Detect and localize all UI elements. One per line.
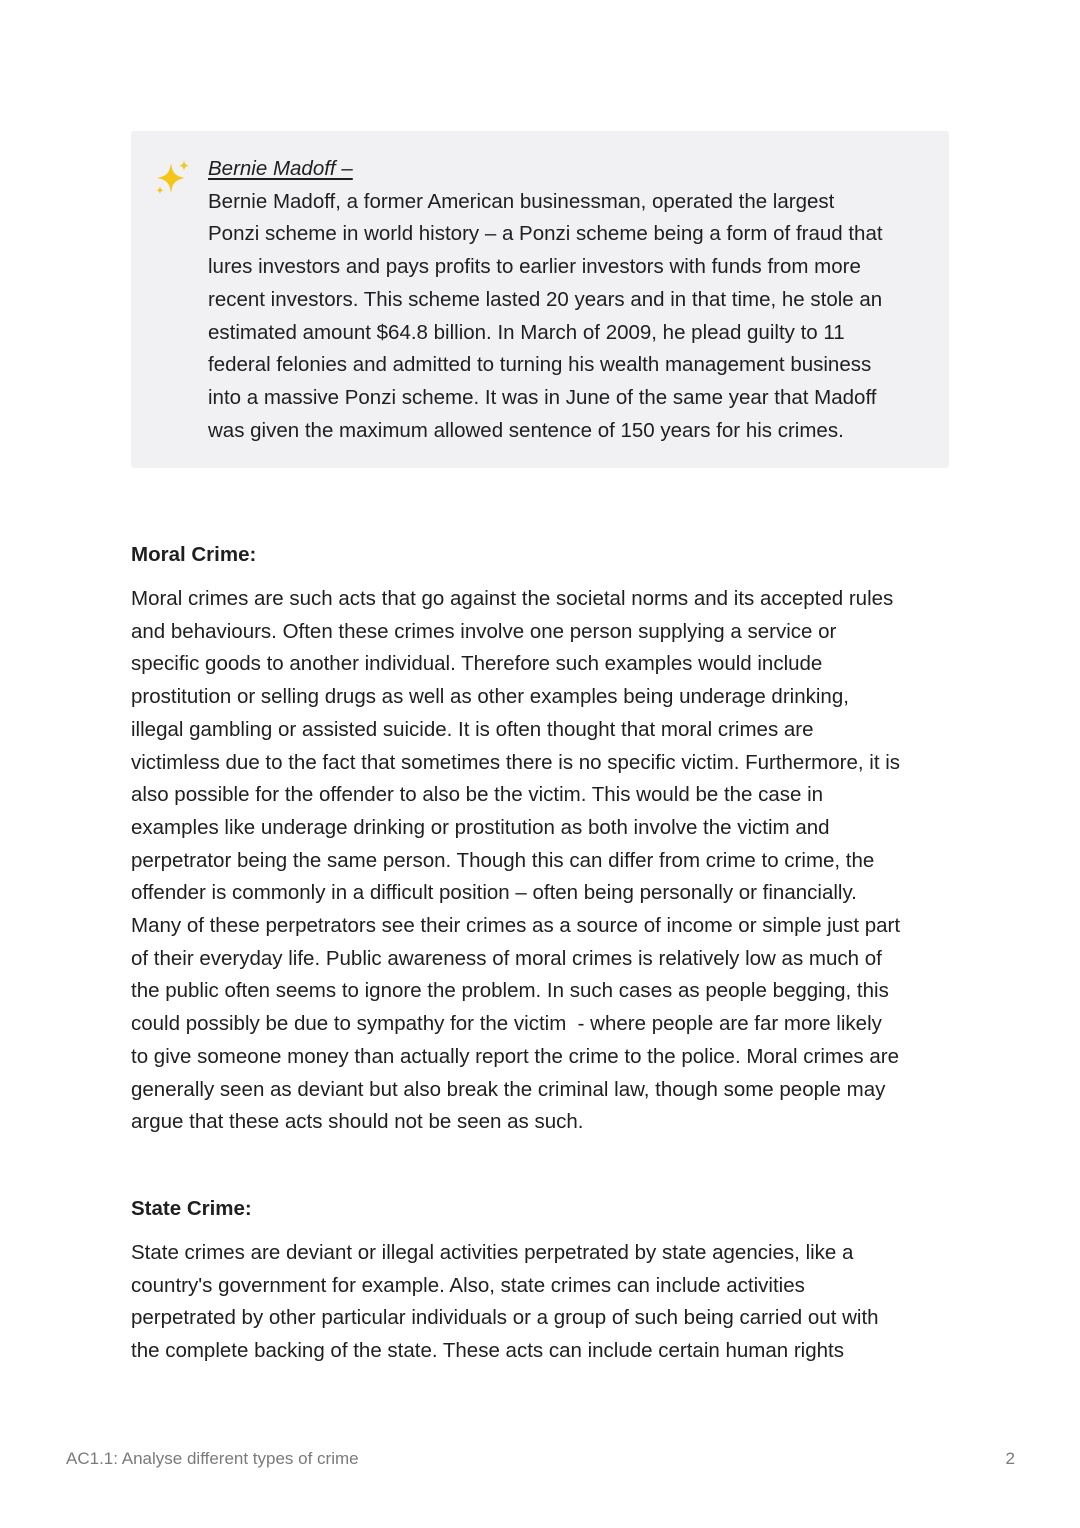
paragraph-line: State crimes are deviant or illegal activities perpetrated by state agencies, like a <box>131 1241 854 1264</box>
paragraph-line: generally seen as deviant but also break the criminal law, though some people may <box>131 1077 886 1101</box>
paragraph-line: perpetrator being the same person. Though this can differ from crime to crime, the <box>131 848 875 872</box>
callout-title: Bernie Madoff – <box>208 157 353 180</box>
paragraph-line: victimless due to the fact that sometimes there is no specific victim. Furthermore, it is <box>131 750 901 774</box>
footer-title: AC1.1: Analyse different types of crime <box>66 1449 359 1468</box>
callout-box <box>131 131 949 468</box>
paragraph-line: offender is commonly in a difficult position – often being personally or financially. <box>131 881 857 905</box>
paragraph-line: the public often seems to ignore the problem. In such cases as people begging, this <box>131 979 889 1003</box>
callout-line: Bernie Madoff, a former American businessman, operated the largest <box>208 189 835 213</box>
paragraph-line: and behaviours. Often these crimes involve one person supplying a service or <box>131 619 837 643</box>
paragraph-line: to give someone money than actually report the crime to the police. Moral crimes are <box>131 1044 899 1068</box>
callout-line: federal felonies and admitted to turning his wealth management business <box>208 353 872 377</box>
moral-crime-paragraph <box>131 583 951 1139</box>
paragraph-line: perpetrated by other particular individuals or a group of such being carried out with <box>131 1306 879 1330</box>
paragraph-line: country's government for example. Also, state crimes can include activities <box>131 1273 805 1297</box>
callout-line: recent investors. This scheme lasted 20 years and in that time, he stole an <box>208 287 883 311</box>
state-crime-paragraph <box>131 1237 951 1368</box>
moral-crime-heading: Moral Crime: <box>131 543 257 566</box>
paragraph-line: also possible for the offender to also be the victim. This would be the case in <box>131 783 824 807</box>
callout-text <box>208 153 938 447</box>
paragraph-line: illegal gambling or assisted suicide. It is often thought that moral crimes are <box>131 717 814 741</box>
paragraph-line: the complete backing of the state. These acts can include certain human rights <box>131 1339 844 1363</box>
paragraph-line: argue that these acts should not be seen as such. <box>131 1110 584 1134</box>
paragraph-line: could possibly be due to sympathy for the victim - where people are far more likely <box>131 1012 882 1036</box>
callout-line: Ponzi scheme in world history – a Ponzi scheme being a form of fraud that <box>208 222 883 246</box>
callout-line: was given the maximum allowed sentence of 150 years for his crimes. <box>208 418 844 442</box>
state-crime-heading: State Crime: <box>131 1197 252 1220</box>
paragraph-line: Many of these perpetrators see their crimes as a source of income or simple just part <box>131 914 901 938</box>
paragraph-line: examples like underage drinking or prostitution as both involve the victim and <box>131 815 830 839</box>
callout-line: lures investors and pays profits to earlier investors with funds from more <box>208 255 861 279</box>
paragraph-line: prostitution or selling drugs as well as other examples being underage drinking, <box>131 685 849 709</box>
callout-line: estimated amount $64.8 billion. In March of 2009, he plead guilty to 11 <box>208 320 845 344</box>
sparkles-icon <box>151 157 195 201</box>
paragraph-line: Moral crimes are such acts that go against the societal norms and its accepted rules <box>131 587 894 610</box>
callout-line: into a massive Ponzi scheme. It was in June of the same year that Madoff <box>208 385 877 409</box>
paragraph-line: specific goods to another individual. Therefore such examples would include <box>131 652 823 676</box>
page-number: 2 <box>1005 1449 1015 1468</box>
paragraph-line: of their everyday life. Public awareness of moral crimes is relatively low as much of <box>131 946 882 970</box>
